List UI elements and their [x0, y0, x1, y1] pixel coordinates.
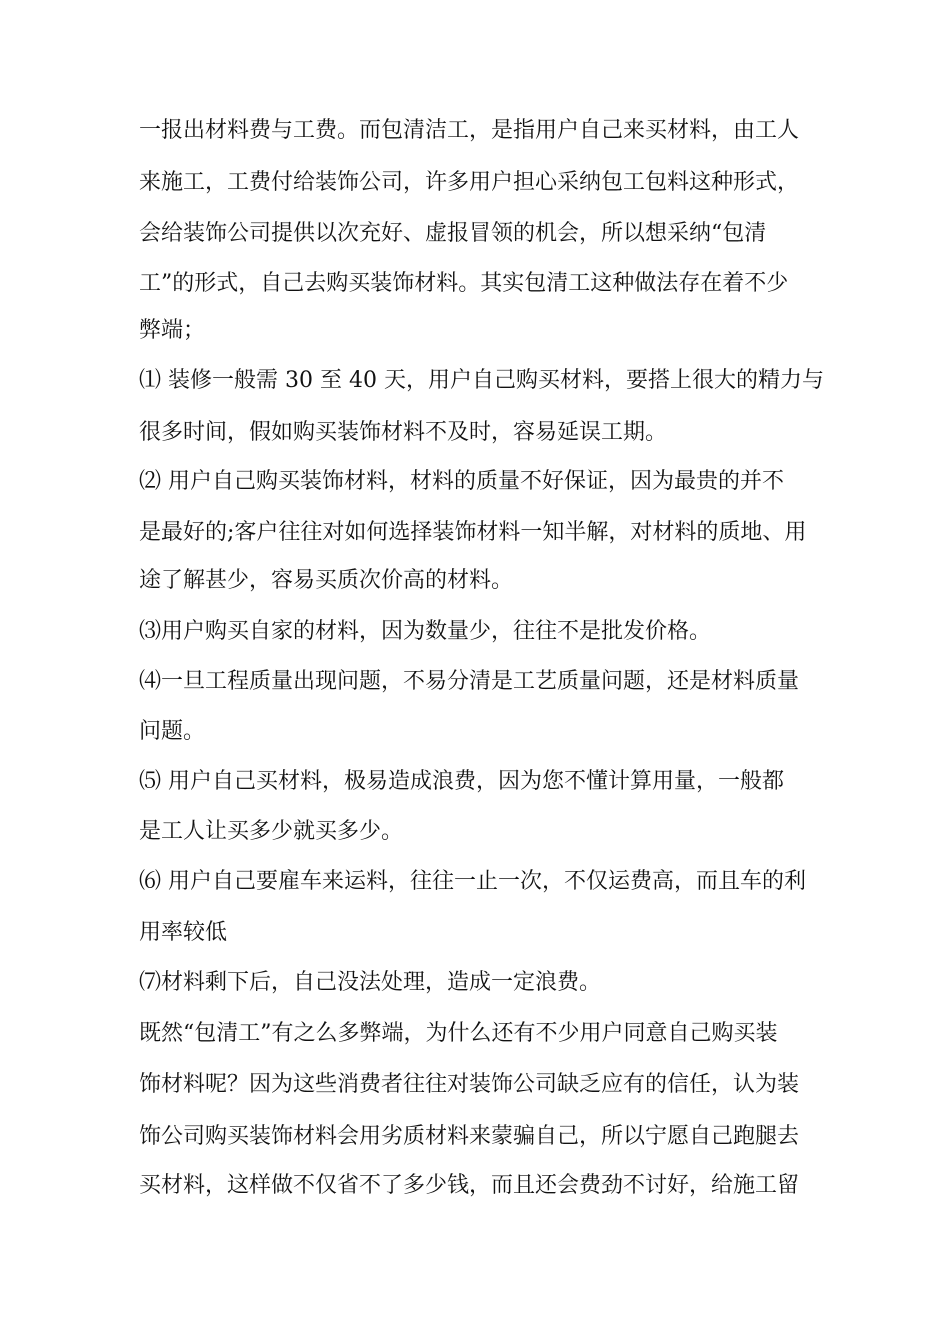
text-line: 既然“包清工”有之么多弊端，为什么还有不少用户同意自己购买装 [139, 1021, 778, 1046]
text-line: 工”的形式，自己去购买装饰材料。其实包清工这种做法存在着不少 [139, 271, 789, 296]
text-line: 很多时间，假如购买装饰材料不及时，容易延误工期。 [139, 420, 668, 445]
text-line: ⑺材料剩下后，自己没法处理，造成一定浪费。 [139, 970, 602, 995]
text-line: ⑴ 装修一般需 30 至 40 天，用户自己购买材料，要搭上很大的精力与 [139, 368, 824, 393]
text-line: ⑷一旦工程质量出现问题，不易分清是工艺质量问题，还是材料质量 [139, 669, 800, 694]
text-line: 饰公司购买装饰材料会用劣质材料来蒙骗自己，所以宁愿自己跑腿去 [139, 1124, 800, 1149]
text-line: ⑶用户购买自家的材料，因为数量少，往往不是批发价格。 [139, 619, 712, 644]
text-line: 买材料，这样做不仅省不了多少钱，而且还会费劲不讨好，给施工留 [139, 1173, 800, 1198]
text-line: 弊端； [139, 318, 206, 343]
text-line: ⑸ 用户自己买材料，极易造成浪费，因为您不懂计算用量，一般都 [139, 769, 784, 794]
text-line: ⑹ 用户自己要雇车来运料，往往一止一次，不仅运费高，而且车的利 [139, 869, 806, 894]
text-line: 问题。 [139, 719, 206, 744]
text-line: 一报出材料费与工费。而包清洁工，是指用户自己来买材料，由工人 [139, 118, 800, 143]
text-line: 是最好的;客户往往对如何选择装饰材料一知半解，对材料的质地、用 [139, 520, 807, 545]
text-line: 饰材料呢？因为这些消费者往往对装饰公司缺乏应有的信任，认为装 [139, 1072, 800, 1097]
text-line: ⑵ 用户自己购买装饰材料，材料的质量不好保证，因为最贵的并不 [139, 469, 784, 494]
text-line: 来施工，工费付给装饰公司，许多用户担心采纳包工包料这种形式， [139, 170, 800, 195]
text-line: 会给装饰公司提供以次充好、虚报冒领的机会，所以想采纳“包清 [139, 221, 767, 246]
text-line: 是工人让买多少就买多少。 [139, 819, 404, 844]
text-line: 用率较低 [139, 920, 228, 945]
text-line: 途了解甚少，容易买质次价高的材料。 [139, 568, 514, 593]
